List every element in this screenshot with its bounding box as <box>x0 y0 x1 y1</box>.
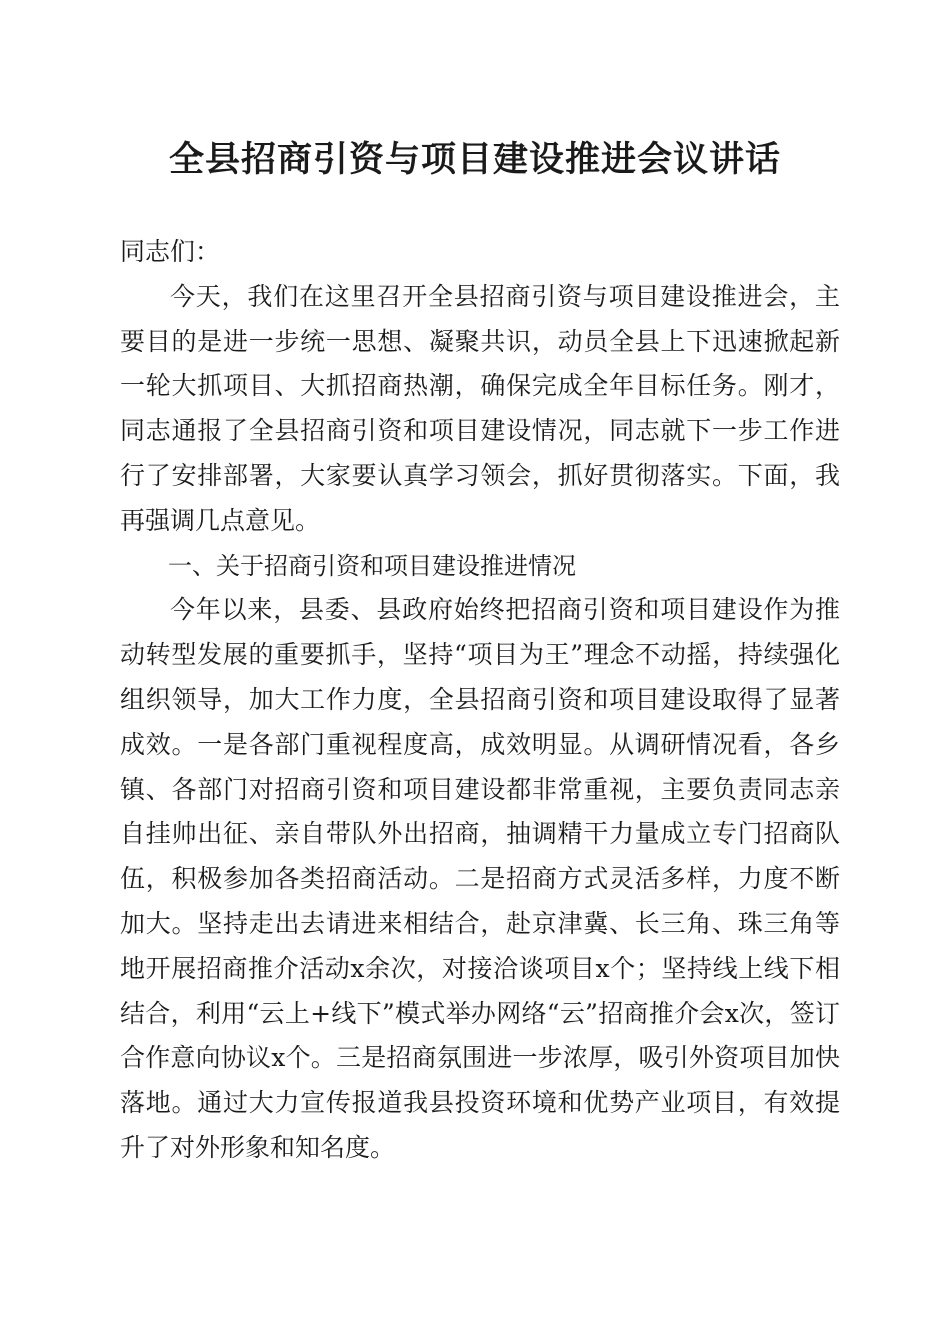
salutation: 同志们： <box>120 237 221 266</box>
document-title: 全县招商引资与项目建设推进会议讲话 <box>168 139 781 180</box>
intro-paragraph: 今天，我们在这里召开全县招商引资与项目建设推进会，主要目的是进一步统一思想、凝聚共识，动员全县上下迅速掀起新一轮大抓项目、大抓招商热潮，确保完成全年目标任务。刚才，同志通报了全县招商引资和项目建设情况，同志就下一步工作进行了安排部署，大家要认真学习领会，抓好贯彻落实。下面，我再强调几点意见。 <box>120 281 840 535</box>
section-paragraph: 今年以来，县委、县政府始终把招商引资和项目建设作为推动转型发展的重要抓手，坚持“项目为王”理念不动摇，持续强化组织领导，加大工作力度，全县招商引资和项目建设取得了显著成效。一是各部门重视程度高，成效明显。从调研情况看，各乡镇、各部门对招商引资和项目建设都非常重视，主要负责同志亲自挂帅出征、亲自带队外出招商，抽调精干力量成立专门招商队伍，积极参加各类招商活动。二是招商方式灵活多样，力度不断加大。坚持走出去请进来相结合，赴京津冀、长三角、珠三角等地开展招商推介活动x余次，对接洽谈项目x个；坚持线上线下相结合，利用“云上+线下”模式举办网络“云”招商推介会x次，签订合作意向协议x个。三是招商氛围进一步浓厚，吸引外资项目加快落地。通过大力宣传报道我县投资环境和优势产业项目，有效提升了对外形象和知名度。 <box>120 595 840 1162</box>
section-heading: 一、关于招商引资和项目建设推进情况 <box>168 551 576 580</box>
document-body <box>120 230 840 1171</box>
